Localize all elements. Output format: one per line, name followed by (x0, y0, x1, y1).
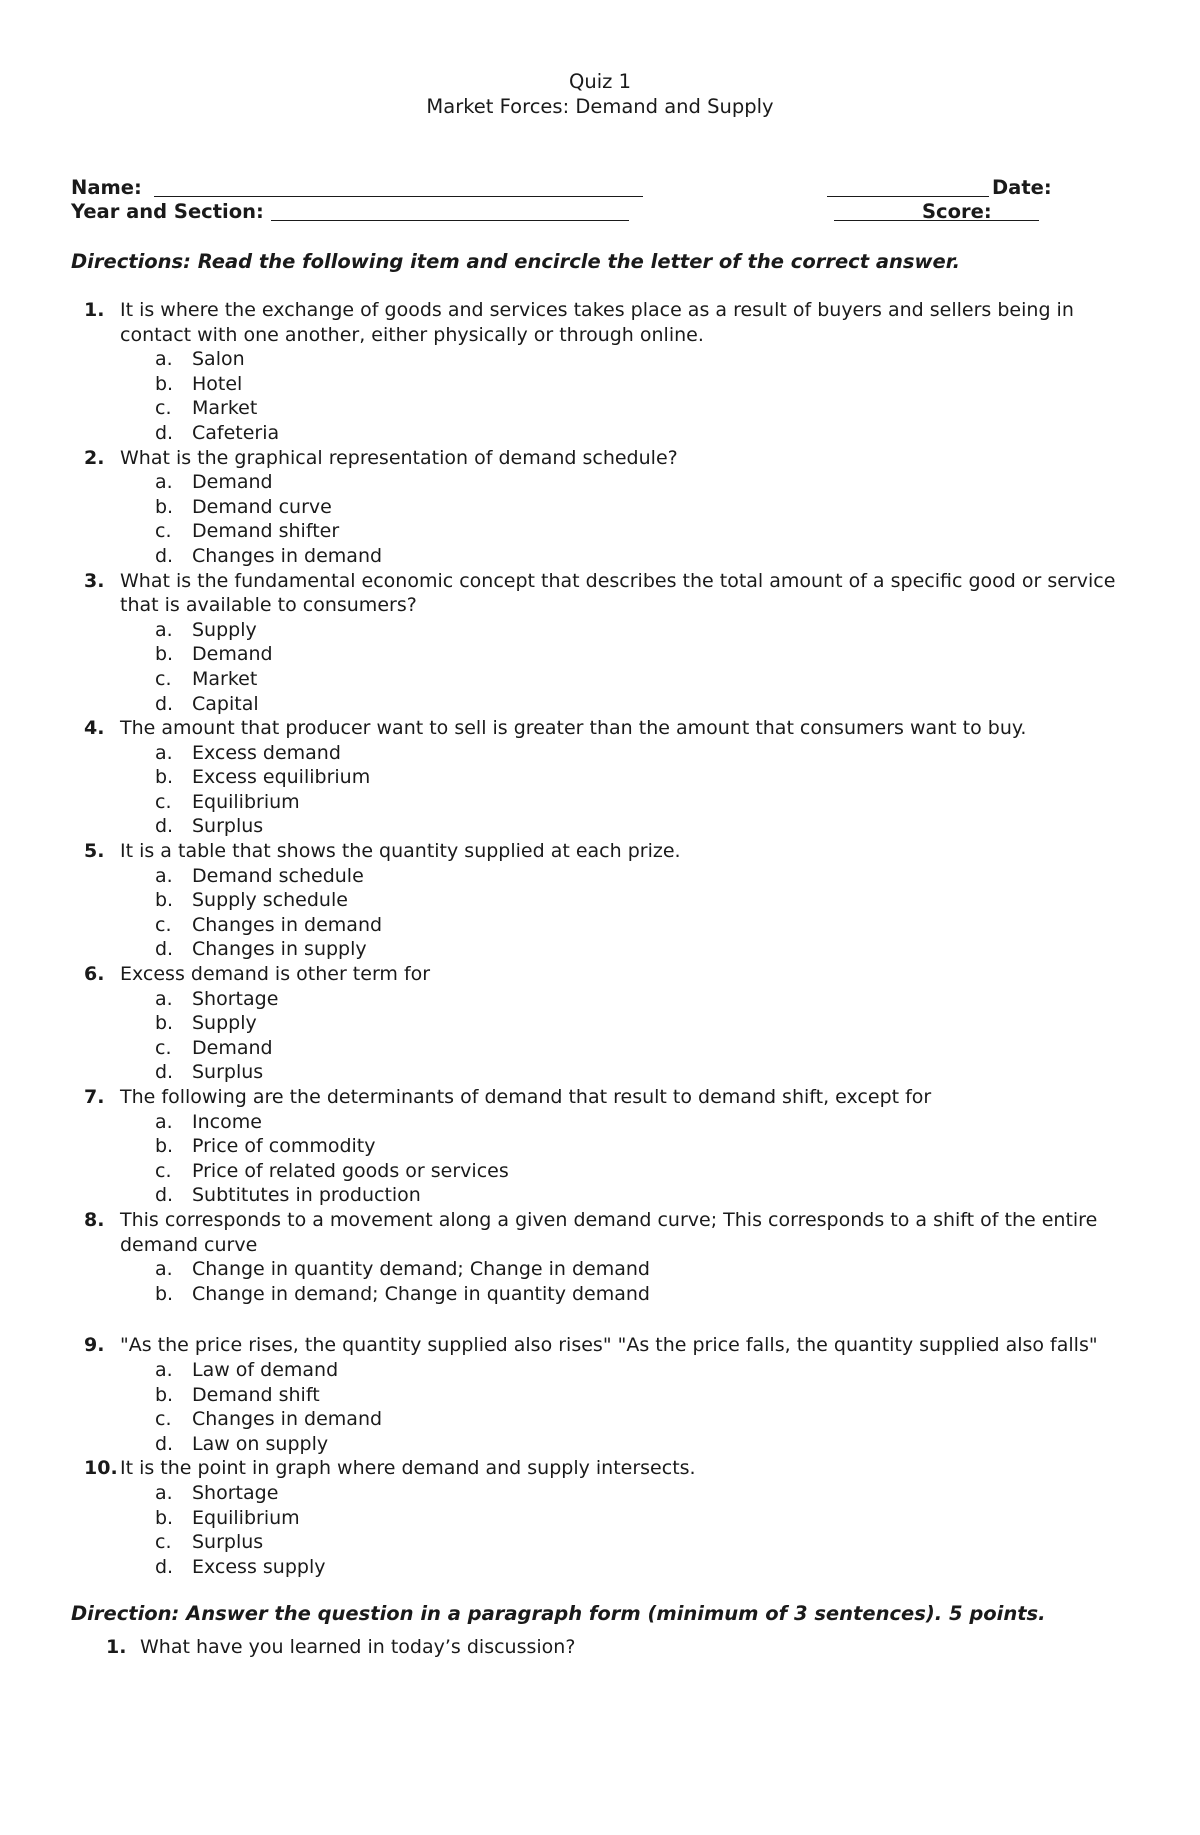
answer-option[interactable] (120, 913, 1140, 938)
option-letter: c. (155, 667, 172, 690)
option-text: Changes in demand (192, 913, 383, 936)
option-letter: c. (155, 1036, 172, 1059)
quiz-title: Quiz 1 (569, 70, 631, 93)
option-letter: a. (155, 471, 173, 494)
option-letter: c. (155, 1531, 172, 1554)
question-number: 6. (84, 963, 105, 986)
option-letter: a. (155, 864, 173, 887)
option-text: Equilibrium (192, 1506, 300, 1529)
answer-option[interactable] (120, 1530, 1140, 1555)
answer-option[interactable] (120, 888, 1140, 913)
option-text: Subtitutes in production (192, 1184, 421, 1207)
question-text: The following are the determinants of demand that result to demand shift, except for (120, 1086, 932, 1108)
question-number: 3. (84, 569, 105, 592)
date-label: Date: (992, 176, 1052, 199)
option-letter: c. (155, 1159, 172, 1182)
option-letter: b. (155, 1135, 174, 1158)
option-letter: d. (155, 421, 174, 444)
answer-option[interactable] (120, 372, 1140, 397)
answer-option[interactable] (120, 495, 1140, 520)
answer-option[interactable] (120, 1481, 1140, 1506)
answer-option[interactable] (120, 741, 1140, 766)
answer-option[interactable] (120, 1555, 1140, 1580)
option-text: Surplus (192, 815, 264, 838)
option-text: Supply (192, 1012, 257, 1035)
essay-question-number: 1. (106, 1636, 127, 1658)
option-text: Law of demand (192, 1358, 339, 1381)
question-item (0, 962, 1140, 1085)
option-letter: c. (155, 790, 172, 813)
option-letter: d. (155, 1555, 174, 1578)
answer-option[interactable] (120, 1134, 1140, 1159)
question-number: 2. (84, 446, 105, 469)
question-text: It is where the exchange of goods and services takes place as a result of buyers and sellers being in contact with one another, either physically or through online. (120, 299, 1074, 346)
option-letter: d. (155, 544, 174, 567)
name-label: Name: (71, 176, 142, 199)
question-number: 1. (84, 299, 105, 321)
answer-option[interactable] (120, 642, 1140, 667)
answer-option[interactable] (120, 814, 1140, 839)
option-letter: c. (155, 520, 172, 543)
option-list (120, 741, 1140, 839)
title-block (0, 70, 1200, 119)
section-field[interactable] (271, 220, 629, 221)
option-text: Price of commodity (192, 1135, 376, 1158)
option-letter: b. (155, 643, 174, 666)
question-item (0, 446, 1140, 569)
section-label: Year and Section: (71, 200, 264, 223)
option-text: Changes in demand (192, 1408, 383, 1431)
answer-option[interactable] (120, 1011, 1140, 1036)
question-item (0, 298, 1140, 446)
option-letter: a. (155, 1110, 173, 1133)
question-item (0, 1085, 1140, 1208)
question-text: "As the price rises, the quantity supplied also rises" "As the price falls, the quantity supplied also falls" (120, 1334, 1098, 1357)
option-text: Demand shifter (192, 520, 340, 543)
option-list (120, 864, 1140, 962)
option-list (120, 1358, 1140, 1456)
answer-option[interactable] (120, 421, 1140, 446)
option-text: Demand curve (192, 495, 332, 518)
option-text: Market (192, 667, 258, 690)
option-text: Cafeteria (192, 421, 280, 444)
option-text: Salon (192, 348, 245, 371)
option-list (120, 618, 1140, 716)
option-text: Changes in supply (192, 938, 367, 961)
option-letter: b. (155, 889, 174, 912)
option-letter: c. (155, 1408, 172, 1431)
option-text: Law on supply (192, 1432, 329, 1455)
question-text: Excess demand is other term for (120, 963, 431, 986)
option-letter: b. (155, 1282, 174, 1305)
answer-option[interactable] (120, 519, 1140, 544)
question-item (0, 839, 1140, 962)
question-item (0, 1208, 1140, 1306)
option-text: Supply schedule (192, 889, 348, 912)
option-letter: b. (155, 1012, 174, 1035)
option-letter: a. (155, 987, 173, 1010)
option-text: Change in quantity demand; Change in demand (192, 1258, 650, 1281)
option-letter: b. (155, 1506, 174, 1529)
answer-option[interactable] (120, 1159, 1140, 1184)
answer-option[interactable] (120, 396, 1140, 421)
option-text: Supply (192, 618, 257, 641)
answer-option[interactable] (120, 544, 1140, 569)
answer-option[interactable] (120, 470, 1140, 495)
question-list (0, 298, 1200, 1579)
question-number: 7. (84, 1086, 105, 1108)
answer-option[interactable] (120, 864, 1140, 889)
option-letter: c. (155, 913, 172, 936)
answer-option[interactable] (120, 987, 1140, 1012)
option-list (120, 1481, 1140, 1579)
option-letter: b. (155, 766, 174, 789)
answer-option[interactable] (120, 765, 1140, 790)
question-number: 4. (84, 717, 105, 740)
question-item (0, 1333, 1140, 1456)
question-number: 9. (84, 1334, 105, 1357)
answer-option[interactable] (120, 1183, 1140, 1208)
name-field[interactable] (154, 196, 643, 197)
option-letter: b. (155, 1383, 174, 1406)
option-text: Excess demand (192, 741, 341, 764)
option-letter: a. (155, 741, 173, 764)
option-letter: d. (155, 938, 174, 961)
option-list (120, 987, 1140, 1085)
question-number: 5. (84, 840, 105, 863)
answer-option[interactable] (120, 1407, 1140, 1432)
option-text: Equilibrium (192, 790, 300, 813)
answer-option[interactable] (120, 790, 1140, 815)
answer-option[interactable] (120, 618, 1140, 643)
option-letter: a. (155, 1358, 173, 1381)
option-text: Demand (192, 1036, 273, 1059)
question-item (0, 569, 1140, 717)
question-item (0, 716, 1140, 839)
option-letter: b. (155, 372, 174, 395)
answer-option[interactable] (120, 1432, 1140, 1457)
question-number: 8. (84, 1208, 105, 1231)
question-text: What is the graphical representation of demand schedule? (120, 446, 678, 469)
question-text: What is the fundamental economic concept that describes the total amount of a specific good or service that is available to consumers? (120, 569, 1116, 617)
option-text: Excess supply (192, 1555, 326, 1578)
option-text: Surplus (192, 1061, 264, 1084)
option-letter: a. (155, 348, 173, 371)
option-letter: d. (155, 1184, 174, 1207)
answer-option[interactable] (120, 1257, 1140, 1282)
answer-option[interactable] (120, 347, 1140, 372)
option-text: Price of related goods or services (192, 1159, 509, 1182)
option-letter: a. (155, 1258, 173, 1281)
option-text: Changes in demand (192, 544, 383, 567)
option-letter: d. (155, 1432, 174, 1455)
answer-option[interactable] (120, 1282, 1140, 1307)
option-letter: d. (155, 815, 174, 838)
directions-essay: Direction: Answer the question in a paragraph form (minimum of 3 sentences). 5 points. (71, 1602, 1046, 1625)
question-number: 10. (84, 1457, 118, 1480)
option-text: Market (192, 397, 258, 420)
option-list (120, 1257, 1140, 1306)
option-text: Demand (192, 471, 273, 494)
option-text: Demand (192, 643, 273, 666)
option-text: Change in demand; Change in quantity demand (192, 1282, 650, 1305)
question-item (0, 1456, 1140, 1579)
option-letter: a. (155, 1481, 173, 1504)
option-text: Shortage (192, 1481, 279, 1504)
answer-option[interactable] (120, 937, 1140, 962)
date-field[interactable] (827, 196, 989, 197)
option-list (120, 1110, 1140, 1208)
quiz-subtitle: Market Forces: Demand and Supply (426, 94, 774, 118)
option-letter: c. (155, 397, 172, 420)
question-text: It is the point in graph where demand and supply intersects. (120, 1457, 696, 1480)
answer-option[interactable] (120, 1060, 1140, 1085)
answer-option[interactable] (120, 667, 1140, 692)
option-text: Excess equilibrium (192, 766, 371, 789)
answer-option[interactable] (120, 1036, 1140, 1061)
answer-option[interactable] (120, 1358, 1140, 1383)
option-list (120, 470, 1140, 568)
answer-option[interactable] (120, 1383, 1140, 1408)
score-label: Score: (922, 200, 992, 223)
question-text: It is a table that shows the quantity supplied at each prize. (120, 840, 681, 863)
option-letter: d. (155, 1061, 174, 1084)
option-text: Hotel (192, 372, 243, 395)
option-text: Income (192, 1110, 262, 1133)
option-letter: d. (155, 692, 174, 715)
option-letter: b. (155, 495, 174, 518)
spacer (0, 1306, 1200, 1333)
option-letter: a. (155, 618, 173, 641)
essay-question-text: What have you learned in today’s discussion? (140, 1636, 576, 1658)
question-text: The amount that producer want to sell is greater than the amount that consumers want to buy. (120, 717, 1027, 740)
option-text: Demand schedule (192, 864, 364, 887)
option-text: Capital (192, 692, 259, 715)
answer-option[interactable] (120, 1110, 1140, 1135)
option-text: Surplus (192, 1531, 264, 1554)
question-text: This corresponds to a movement along a given demand curve; This corresponds to a shift of the entire demand curve (120, 1208, 1098, 1256)
directions-multiple-choice: Directions: Read the following item and encircle the letter of the correct answer. (71, 250, 960, 273)
option-list (120, 347, 1140, 445)
option-text: Demand shift (192, 1383, 320, 1406)
answer-option[interactable] (120, 692, 1140, 717)
option-text: Shortage (192, 987, 279, 1010)
answer-option[interactable] (120, 1506, 1140, 1531)
